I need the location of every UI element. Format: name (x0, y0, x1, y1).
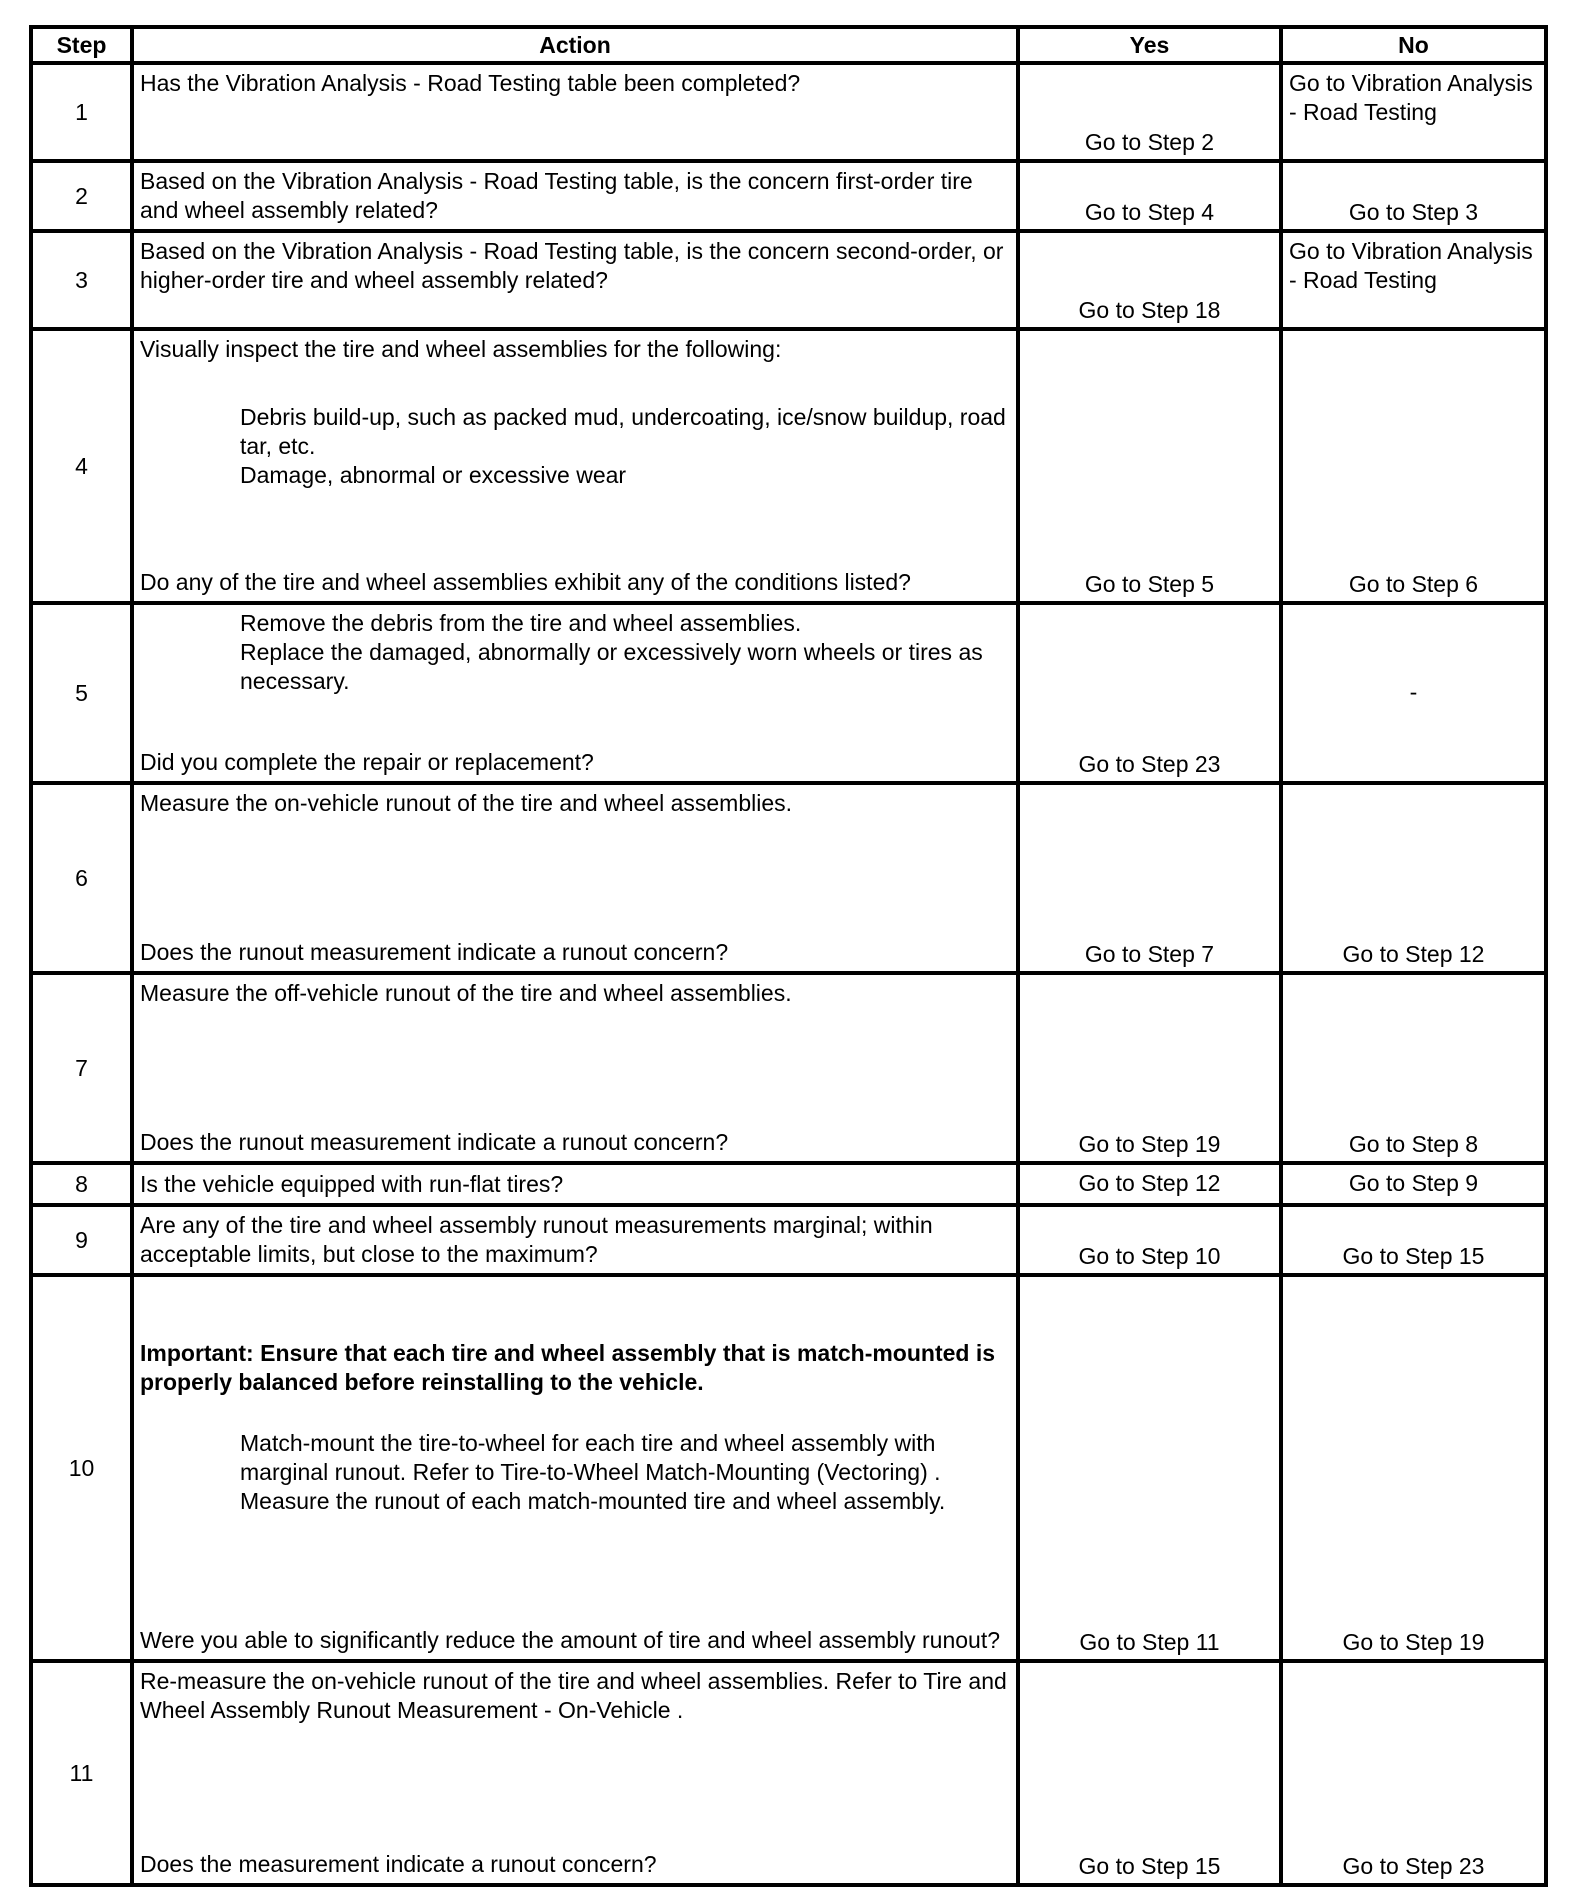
action-cell (132, 329, 1018, 603)
action-intro: Visually inspect the tire and wheel assemblies for the following: (140, 336, 782, 362)
action-cell (132, 973, 1018, 1163)
yes-target: Go to Step 2 (1018, 63, 1281, 161)
action-bullet: Damage, abnormal or excessive wear (240, 462, 627, 488)
table-row (31, 973, 1546, 1163)
yes-target: Go to Step 11 (1018, 1275, 1281, 1661)
step-number: 2 (31, 161, 132, 231)
yes-target: Go to Step 12 (1018, 1163, 1281, 1205)
action-question: Did you complete the repair or replacement? (140, 749, 594, 775)
action-text: Is the vehicle equipped with run-flat tires? (132, 1163, 1018, 1205)
action-question: Does the measurement indicate a runout concern? (140, 1851, 657, 1877)
step-number: 7 (31, 973, 132, 1163)
step-number: 3 (31, 231, 132, 329)
action-question: Do any of the tire and wheel assemblies exhibit any of the conditions listed? (140, 569, 911, 595)
table-row (31, 63, 1546, 161)
table-row (31, 329, 1546, 603)
action-bullet: Measure the runout of each match-mounted tire and wheel assembly. (240, 1488, 946, 1514)
no-target: Go to Step 6 (1281, 329, 1546, 603)
table-row (31, 1661, 1546, 1885)
step-number: 8 (31, 1163, 132, 1205)
action-bullet: Replace the damaged, abnormally or excessively worn wheels or tires as necessary. (240, 639, 983, 694)
table-row (31, 231, 1546, 329)
no-target: Go to Step 8 (1281, 973, 1546, 1163)
step-number: 6 (31, 783, 132, 973)
step-number: 1 (31, 63, 132, 161)
action-question: Were you able to significantly reduce the amount of tire and wheel assembly runout? (140, 1627, 1001, 1653)
action-cell (132, 603, 1018, 783)
no-target: Go to Vibration Analysis - Road Testing (1281, 231, 1546, 329)
action-cell (132, 1275, 1018, 1661)
action-text: Based on the Vibration Analysis - Road Testing table, is the concern first-order tire and wheel assembly related? (132, 161, 1018, 231)
action-intro: Measure the on-vehicle runout of the tire and wheel assemblies. (140, 790, 793, 816)
step-number: 9 (31, 1205, 132, 1275)
no-target: Go to Step 15 (1281, 1205, 1546, 1275)
action-text: Based on the Vibration Analysis - Road Testing table, is the concern second-order, or higher-order tire and wheel assembly related? (132, 231, 1018, 329)
important-note: Important: Ensure that each tire and wheel assembly that is match-mounted is properly balanced before reinstalling to the vehicle. (140, 1340, 996, 1395)
action-intro: Re-measure the on-vehicle runout of the tire and wheel assemblies. Refer to Tire and Wheel Assembly Runout Measurement - On-Vehicle . (140, 1668, 1007, 1723)
table-row (31, 161, 1546, 231)
yes-target: Go to Step 15 (1018, 1661, 1281, 1885)
step-number: 5 (31, 603, 132, 783)
yes-target: Go to Step 23 (1018, 603, 1281, 783)
no-target: Go to Step 12 (1281, 783, 1546, 973)
header-yes: Yes (1018, 27, 1281, 63)
action-text: Are any of the tire and wheel assembly runout measurements marginal; within acceptable limits, but close to the maximum? (132, 1205, 1018, 1275)
no-target: Go to Step 19 (1281, 1275, 1546, 1661)
diagnostic-table (29, 25, 1548, 1887)
no-target: Go to Step 23 (1281, 1661, 1546, 1885)
action-bullet: Debris build-up, such as packed mud, undercoating, ice/snow buildup, road tar, etc. (240, 404, 1006, 459)
table-row (31, 1205, 1546, 1275)
action-cell (132, 1661, 1018, 1885)
action-text: Has the Vibration Analysis - Road Testing table been completed? (132, 63, 1018, 161)
no-target: Go to Step 9 (1281, 1163, 1546, 1205)
header-row (31, 27, 1546, 63)
yes-target: Go to Step 19 (1018, 973, 1281, 1163)
header-no: No (1281, 27, 1546, 63)
step-number: 11 (31, 1661, 132, 1885)
table-row (31, 603, 1546, 783)
header-step: Step (31, 27, 132, 63)
action-bullet: Match-mount the tire-to-wheel for each tire and wheel assembly with marginal runout. Refer to Tire-to-Wheel Match-Mounting (Vectoring) . (240, 1430, 941, 1485)
table-row (31, 783, 1546, 973)
yes-target: Go to Step 7 (1018, 783, 1281, 973)
no-target: Go to Step 3 (1281, 161, 1546, 231)
yes-target: Go to Step 10 (1018, 1205, 1281, 1275)
action-question: Does the runout measurement indicate a runout concern? (140, 939, 729, 965)
action-cell (132, 783, 1018, 973)
step-number: 4 (31, 329, 132, 603)
action-question: Does the runout measurement indicate a runout concern? (140, 1129, 729, 1155)
table-row (31, 1163, 1546, 1205)
no-target: Go to Vibration Analysis - Road Testing (1281, 63, 1546, 161)
yes-target: Go to Step 4 (1018, 161, 1281, 231)
action-intro: Measure the off-vehicle runout of the tire and wheel assemblies. (140, 980, 792, 1006)
step-number: 10 (31, 1275, 132, 1661)
action-bullet: Remove the debris from the tire and wheel assemblies. (240, 610, 802, 636)
header-action: Action (132, 27, 1018, 63)
table-row (31, 1275, 1546, 1661)
yes-target: Go to Step 5 (1018, 329, 1281, 603)
no-target: - (1281, 603, 1546, 783)
yes-target: Go to Step 18 (1018, 231, 1281, 329)
